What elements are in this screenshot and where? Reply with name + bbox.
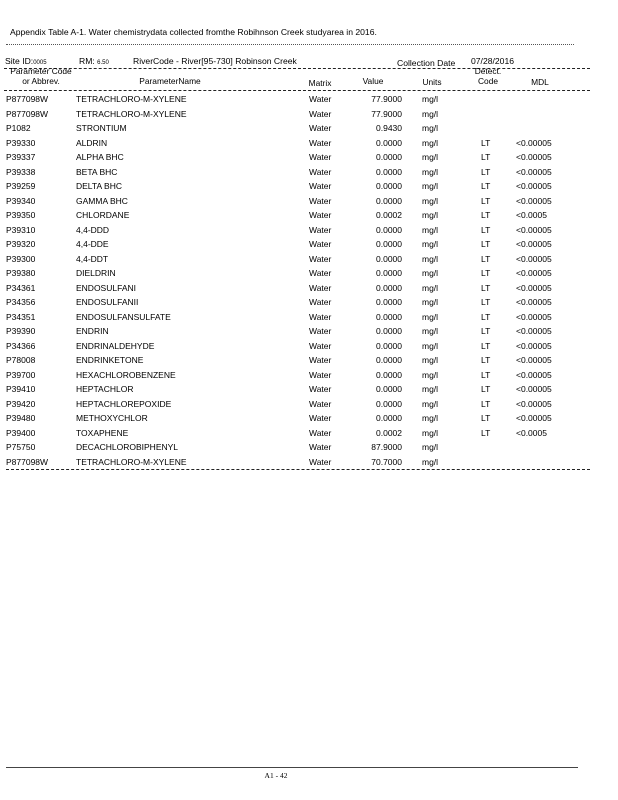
cell-mdl: <0.00005 [516,195,552,206]
cell-name: 4,4-DDE [76,239,109,249]
cell-matrix: Water [309,268,332,278]
cell-value: 0.0000 [376,384,402,394]
table-row [0,254,618,269]
col-mdl: MDL [531,77,549,87]
cell-matrix: Water [309,239,332,249]
cell-value: 0.0000 [376,413,402,423]
cell-mdl: <0.00005 [516,355,552,365]
cell-matrix: Water [309,282,332,293]
cell-name: TETRACHLORO-M-XYLENE [76,94,187,104]
cell-value: 0.0000 [376,268,402,278]
cell-name: DELTA BHC [76,181,122,191]
cell-units: mg/l [422,427,439,438]
cell-units: mg/l [422,239,439,249]
table-row [0,297,618,312]
cell-code: P39420 [6,398,36,409]
cell-code: P39300 [6,253,36,264]
cell-detect: LT [481,427,491,438]
cell-code: P1082 [6,123,31,133]
cell-value: 0.0000 [376,311,402,322]
cell-value: 0.0000 [376,166,402,177]
cell-name: ENDOSULFANI [76,282,136,293]
cell-value: 0.0000 [376,152,402,162]
cell-value: 0.0000 [376,355,402,365]
cell-value: 0.0000 [376,181,402,191]
cell-units: mg/l [422,413,439,423]
cell-detect: LT [481,239,491,249]
cell-name: TETRACHLORO-M-XYLENE [76,456,187,467]
cell-mdl: <0.00005 [516,253,552,264]
cell-units: mg/l [422,326,439,336]
cell-units: mg/l [422,210,439,220]
cell-matrix: Water [309,398,332,409]
cell-detect: LT [481,224,491,235]
title-divider [6,44,574,45]
cell-matrix: Water [309,297,332,307]
cell-matrix: Water [309,152,332,162]
table-row [0,138,618,153]
cell-code: P39259 [6,181,36,191]
cell-name: BETA BHC [76,166,118,177]
cell-code: P39330 [6,137,36,148]
cell-code: P34361 [6,282,36,293]
cell-matrix: Water [309,326,332,336]
cell-code: P39337 [6,152,36,162]
cell-name: HEXACHLOROBENZENE [76,369,176,380]
table-row [0,283,618,298]
table-row [0,210,618,225]
table-row [0,355,618,370]
cell-code: P75750 [6,442,36,452]
cell-value: 0.9430 [376,123,402,133]
cell-detect: LT [481,326,491,336]
cell-code: P39380 [6,268,36,278]
cell-units: mg/l [422,108,439,119]
table-row [0,326,618,341]
cell-detect: LT [481,413,491,423]
cell-name: TOXAPHENE [76,427,129,438]
header-bottom-rule [4,90,590,91]
table-row [0,413,618,428]
cell-mdl: <0.00005 [516,311,552,322]
cell-units: mg/l [422,442,439,452]
cell-value: 87.9000 [371,442,402,452]
cell-units: mg/l [422,311,439,322]
cell-value: 0.0000 [376,239,402,249]
cell-name: ALPHA BHC [76,152,124,162]
col-matrix: Matrix [308,78,332,88]
cell-matrix: Water [309,195,332,206]
cell-matrix: Water [309,355,332,365]
cell-value: 0.0000 [376,398,402,409]
cell-units: mg/l [422,123,439,133]
cell-detect: LT [481,340,491,351]
cell-matrix: Water [309,137,332,148]
cell-detect: LT [481,253,491,264]
cell-detect: LT [481,268,491,278]
cell-name: METHOXYCHLOR [76,413,148,423]
cell-matrix: Water [309,442,332,452]
cell-mdl: <0.00005 [516,181,552,191]
cell-name: ALDRIN [76,137,108,148]
cell-code: P39320 [6,239,36,249]
cell-name: HEPTACHLOREPOXIDE [76,398,172,409]
table-row [0,123,618,138]
cell-value: 0.0000 [376,282,402,293]
cell-units: mg/l [422,340,439,351]
cell-detect: LT [481,181,491,191]
cell-units: mg/l [422,137,439,148]
cell-matrix: Water [309,311,332,322]
cell-mdl: <0.00005 [516,398,552,409]
cell-matrix: Water [309,369,332,380]
cell-units: mg/l [422,369,439,380]
table-row [0,384,618,399]
table-row [0,399,618,414]
cell-matrix: Water [309,427,332,438]
cell-mdl: <0.00005 [516,239,552,249]
cell-code: P34356 [6,297,36,307]
cell-units: mg/l [422,384,439,394]
table-row [0,152,618,167]
cell-mdl: <0.00005 [516,224,552,235]
cell-name: ENDOSULFANII [76,297,139,307]
cell-mdl: <0.00005 [516,268,552,278]
cell-mdl: <0.0005 [516,210,547,220]
table-end-rule [6,469,590,470]
cell-units: mg/l [422,94,439,104]
cell-mdl: <0.0005 [516,427,547,438]
cell-value: 0.0000 [376,340,402,351]
cell-code: P877098W [6,108,49,119]
cell-detect: LT [481,210,491,220]
cell-mdl: <0.00005 [516,297,552,307]
col-detect-code: Detect. Code [474,66,502,86]
cell-detect: LT [481,297,491,307]
cell-value: 70.7000 [371,456,402,467]
cell-matrix: Water [309,253,332,264]
cell-units: mg/l [422,398,439,409]
cell-units: mg/l [422,355,439,365]
cell-mdl: <0.00005 [516,326,552,336]
cell-code: P39350 [6,210,36,220]
table-row [0,94,618,109]
cell-matrix: Water [309,384,332,394]
cell-detect: LT [481,398,491,409]
cell-name: TETRACHLORO-M-XYLENE [76,108,187,119]
table-row [0,181,618,196]
cell-code: P78008 [6,355,36,365]
cell-detect: LT [481,137,491,148]
cell-code: P39400 [6,427,36,438]
cell-value: 0.0002 [376,427,402,438]
cell-code: P39480 [6,413,36,423]
cell-code: P39340 [6,195,36,206]
cell-detect: LT [481,282,491,293]
col-units: Units [422,77,442,87]
cell-value: 0.0000 [376,253,402,264]
cell-units: mg/l [422,268,439,278]
cell-units: mg/l [422,456,439,467]
cell-units: mg/l [422,152,439,162]
cell-detect: LT [481,166,491,177]
cell-mdl: <0.00005 [516,152,552,162]
cell-mdl: <0.00005 [516,413,552,423]
cell-matrix: Water [309,210,332,220]
cell-units: mg/l [422,282,439,293]
cell-mdl: <0.00005 [516,282,552,293]
page-number: A1 - 42 [264,771,288,780]
cell-detect: LT [481,195,491,206]
cell-detect: LT [481,384,491,394]
table-row [0,312,618,327]
cell-code: P39410 [6,384,36,394]
cell-name: DIELDRIN [76,268,116,278]
table-row [0,196,618,211]
col-param-code: Parameter Code or Abbrev. [10,66,72,86]
cell-name: 4,4-DDT [76,253,109,264]
cell-name: ENDRINALDEHYDE [76,340,155,351]
cell-detect: LT [481,355,491,365]
river-mile: RM: 6.50 [79,56,109,66]
cell-code: P39338 [6,166,36,177]
collection-date-value: 07/28/2016 [471,56,515,66]
cell-mdl: <0.00005 [516,369,552,380]
table-row [0,370,618,385]
cell-units: mg/l [422,297,439,307]
cell-value: 77.9000 [371,108,402,119]
cell-name: GAMMA BHC [76,195,128,206]
site-id: Site ID:0005 [5,56,47,66]
cell-value: 0.0000 [376,195,402,206]
cell-code: P39390 [6,326,36,336]
cell-matrix: Water [309,413,332,423]
cell-detect: LT [481,311,491,322]
cell-name: STRONTIUM [76,123,127,133]
cell-name: CHLORDANE [76,210,130,220]
cell-value: 0.0000 [376,326,402,336]
cell-name: ENDRINKETONE [76,355,144,365]
cell-code: P34351 [6,311,36,322]
cell-code: P877098W [6,94,49,104]
table-row [0,268,618,283]
cell-value: 0.0000 [376,137,402,148]
cell-matrix: Water [309,166,332,177]
cell-value: 0.0000 [376,369,402,380]
cell-mdl: <0.00005 [516,340,552,351]
cell-units: mg/l [422,166,439,177]
cell-name: 4,4-DDD [76,224,110,235]
cell-code: P34366 [6,340,36,351]
footer-rule [6,767,578,768]
table-row [0,341,618,356]
cell-matrix: Water [309,181,332,191]
cell-matrix: Water [309,108,332,119]
cell-code: P39310 [6,224,36,235]
cell-detect: LT [481,152,491,162]
table-row [0,428,618,443]
cell-value: 0.0002 [376,210,402,220]
cell-matrix: Water [309,123,332,133]
cell-value: 0.0000 [376,224,402,235]
cell-units: mg/l [422,195,439,206]
col-param-name: ParameterName [139,76,201,86]
table-row [0,109,618,124]
table-row [0,239,618,254]
cell-units: mg/l [422,224,439,235]
col-value: Value [362,76,384,86]
cell-matrix: Water [309,224,332,235]
cell-units: mg/l [422,253,439,264]
collection-date-label: Collection Date [397,58,456,68]
table-row [0,225,618,240]
cell-matrix: Water [309,456,332,467]
cell-mdl: <0.00005 [516,166,552,177]
cell-name: HEPTACHLOR [76,384,134,394]
cell-code: P877098W [6,456,49,467]
cell-name: ENDOSULFANSULFATE [76,311,171,322]
table-row [0,167,618,182]
cell-matrix: Water [309,94,332,104]
table-row [0,442,618,457]
cell-units: mg/l [422,181,439,191]
cell-detect: LT [481,369,491,380]
cell-value: 77.9000 [371,94,402,104]
table-title: Appendix Table A-1. Water chemistrydata collected fromthe Robihnson Creek studyarea in 2016. [10,27,377,37]
cell-mdl: <0.00005 [516,137,552,148]
cell-value: 0.0000 [376,297,402,307]
river-code: RiverCode - River[95-730] Robinson Creek [133,56,297,66]
cell-matrix: Water [309,340,332,351]
cell-name: ENDRIN [76,326,109,336]
cell-name: DECACHLOROBIPHENYL [76,442,179,452]
cell-mdl: <0.00005 [516,384,552,394]
cell-code: P39700 [6,369,36,380]
